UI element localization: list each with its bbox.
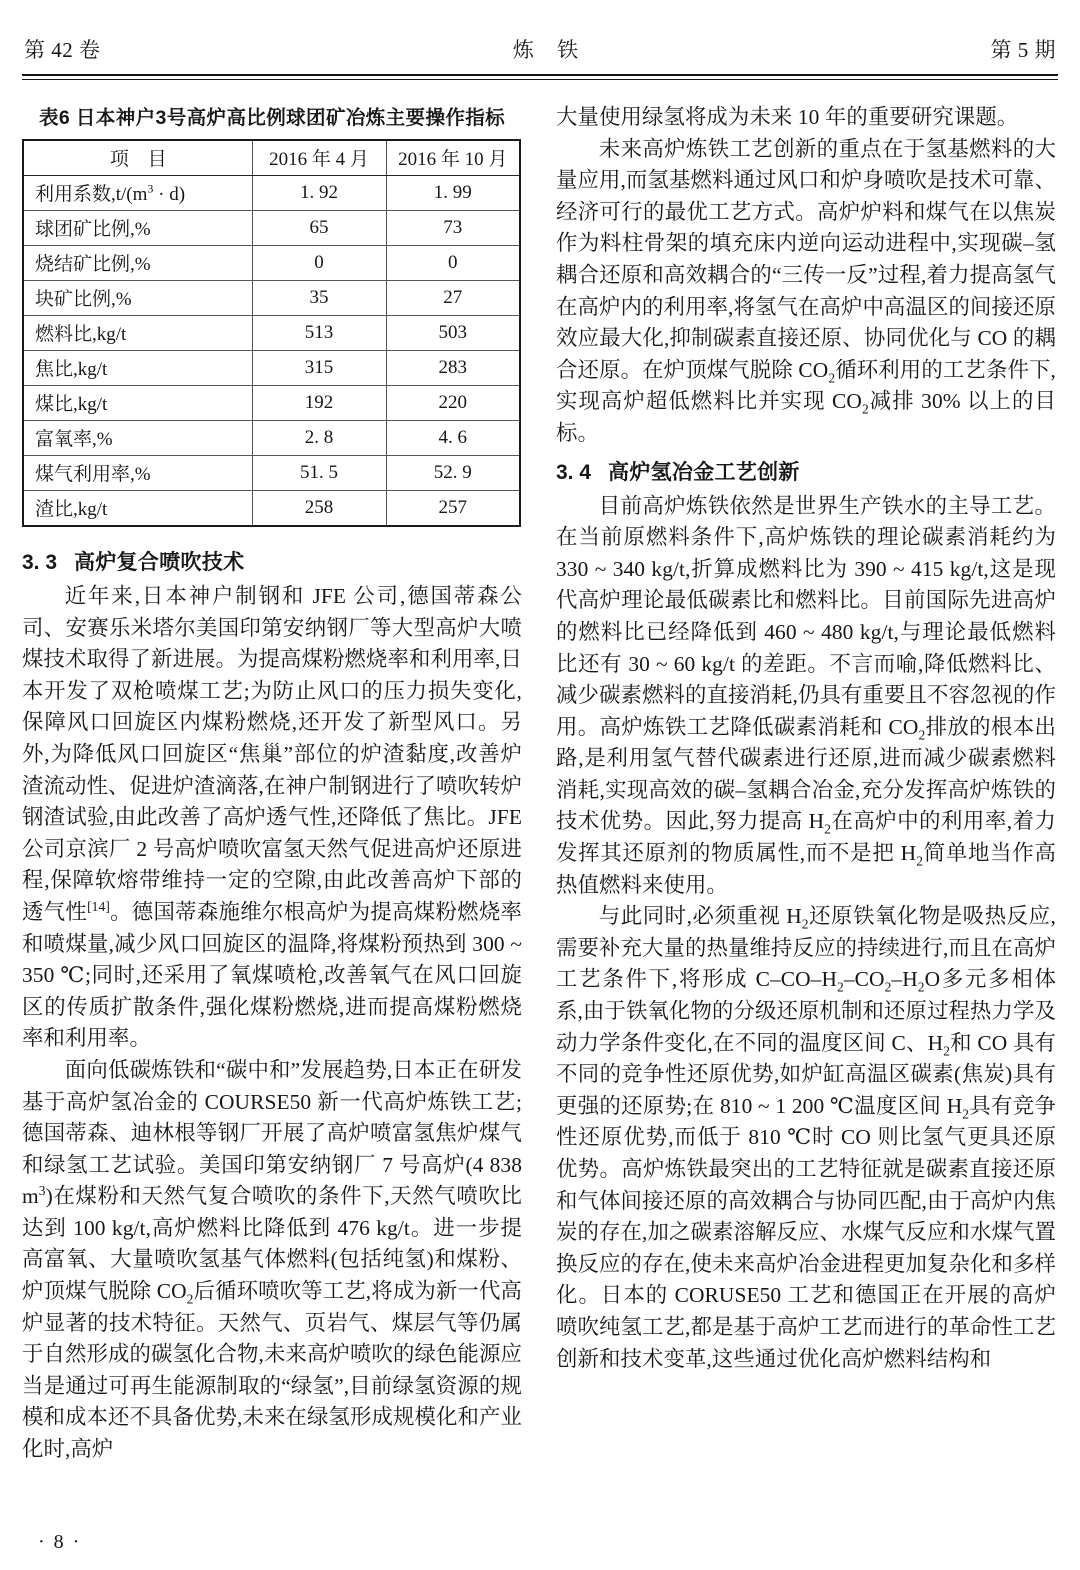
- row-value-oct: 52. 9: [386, 456, 520, 491]
- row-value-oct: 283: [386, 351, 520, 386]
- paragraph-3-4-1: [556, 491, 1056, 902]
- subscript-co2: 2: [828, 370, 836, 386]
- paragraph-text: 后循环喷吹等工艺,将成为新一代高炉显著的技术特征。天然气、页岩气、煤层气等仍属于自然形成的碳氢化合物,未来高炉喷吹的绿色能源应当是通过可再生能源制取的“绿氢”,目前绿氢资源的规模和成本还不具备优势,未来在绿氢形成规模化和产业化时,高炉: [22, 1279, 522, 1462]
- issue-label: 第 5 期: [990, 38, 1056, 62]
- subscript-h2: 2: [916, 853, 924, 869]
- column-header-item: 项 目: [23, 140, 252, 176]
- citation-ref: [14]: [87, 898, 110, 914]
- row-item-label: 煤比,kg/t: [23, 386, 252, 421]
- superscript-cubic: 3: [38, 1183, 46, 1199]
- subscript-co2: 2: [918, 726, 926, 742]
- section-number: 3. 4: [556, 460, 592, 484]
- section-title: 高炉复合喷吹技术: [74, 551, 245, 574]
- table-row: [23, 421, 520, 456]
- row-value-apr: 513: [252, 316, 386, 351]
- journal-title: 炼 铁: [512, 38, 588, 62]
- column-header-apr: 2016 年 4 月: [252, 140, 386, 176]
- table-row: [23, 491, 520, 527]
- table-row: [23, 281, 520, 316]
- table-row: [23, 211, 520, 246]
- table-row: [23, 246, 520, 281]
- paragraph-text: O多元多相体系,由于铁氧化物的分级还原机制和还原过程热力学及动力学条件变化,在不同的温度区间 C、H: [556, 967, 1056, 1055]
- paragraph-text: 与此同时,必须重视 H: [598, 904, 802, 929]
- subscript-h2: 2: [943, 1042, 951, 1058]
- body-columns: [22, 102, 1058, 1466]
- table-caption: 表6 日本神户3号高炉高比例球团矿冶炼主要操作指标: [38, 107, 506, 129]
- row-item-label: 燃料比,kg/t: [23, 316, 252, 351]
- table-header-row: [23, 140, 520, 176]
- row-value-oct: 27: [386, 281, 520, 316]
- paragraph-text: 减排 30% 以上的目标。: [556, 389, 1056, 445]
- paragraph-future-process: [556, 134, 1056, 450]
- table-row: [23, 351, 520, 386]
- row-value-apr: 192: [252, 386, 386, 421]
- row-value-apr: 1. 92: [252, 176, 386, 211]
- paragraph-3-3-2: [22, 1055, 522, 1466]
- paragraph-text: 和 CO 具有不同的竞争性还原优势,如炉缸高温区碳素(焦炭)具有更强的还原势;在 810 ~ 1 200 ℃温度区间 H: [556, 1030, 1056, 1118]
- paragraph-text: 循环利用的工艺条件下,实现高炉超低燃料比并实现 CO: [556, 357, 1057, 414]
- section-title: 高炉氢冶金工艺创新: [608, 460, 800, 484]
- subscript-co2: 2: [186, 1291, 194, 1307]
- row-value-apr: 0: [252, 246, 386, 281]
- left-column: [22, 102, 522, 1466]
- paragraph-text: 未来高炉炼铁工艺创新的重点在于氢基燃料的大量应用,而氢基燃料通过风口和炉身喷吹是技术可靠、经济可行的最优工艺方式。高炉炉料和煤气在以焦炭作为料柱骨架的填充床内逆向运动进程中,实现碳–氢耦合还原和高效耦合的“三传一反”过程,着力提高氢气在高炉内的利用率,将氢气在高炉中高温区的间接还原效应最大化,抑制碳素直接还原、协同优化与 CO 的耦合还原。在炉顶煤气脱除 CO: [556, 136, 1056, 382]
- table-row: [23, 176, 520, 211]
- row-item-label: 利用系数$,t/(m^3 \cdot d)$: [23, 176, 252, 211]
- page-number: · 8 ·: [38, 1531, 82, 1553]
- row-item-label: 块矿比例,%: [23, 281, 252, 316]
- table-row: [23, 316, 520, 351]
- paragraph-3-3-1: [22, 581, 522, 1055]
- row-value-oct: 503: [386, 316, 520, 351]
- row-value-apr: 2. 8: [252, 421, 386, 456]
- row-item-label: 富氧率,%: [23, 421, 252, 456]
- row-value-apr: 65: [252, 211, 386, 246]
- paragraph-text: )在煤粉和天然气复合喷吹的条件下,天然气喷吹比达到 100 kg/t,高炉燃料比降低到 476 kg/t。进一步提高富氧、大量喷吹氢基气体燃料(包括纯氢)和煤粉、炉顶煤气脱除 CO: [22, 1184, 522, 1304]
- subscript-h2: 2: [801, 916, 809, 932]
- right-column: [556, 102, 1056, 1375]
- table-row: [23, 456, 520, 491]
- volume-label: 第 42 卷: [24, 38, 101, 62]
- row-item-label: 焦比,kg/t: [23, 351, 252, 386]
- paragraph-text: –CO: [843, 967, 885, 992]
- subscript-co2: 2: [861, 401, 869, 417]
- subscript-h2: 2: [824, 821, 832, 837]
- paragraph-text: –H: [891, 967, 918, 992]
- paragraph-text: 在高炉中的利用率,着力发挥其还原剂的物质属性,而不是把 H: [556, 809, 1056, 866]
- section-heading-3-3: [22, 546, 522, 576]
- paragraph-text: 具有竞争性还原优势,而低于 810 ℃时 CO 则比氢气更具还原优势。高炉炼铁最突出的工艺特征就是碳素直接还原和气体间接还原的高效耦合与协同匹配,由于高炉内焦炭的存在,加之碳素溶解反应、水煤气反应和水煤气置换反应的存在,使未来高炉冶金进程更加复杂化和多样化。日本的 CORUSE50 工艺和德国正在开展的高炉喷吹纯氢工艺,都是基于高炉工艺而进行的革命性工艺创新和技术变革,这些通过优化高炉燃料结构和: [556, 1093, 1056, 1371]
- header-rule: [22, 74, 1058, 80]
- running-head: [22, 34, 1058, 74]
- row-value-apr: 258: [252, 491, 386, 527]
- paragraph-3-4-2: [556, 901, 1056, 1375]
- row-value-apr: 51. 5: [252, 456, 386, 491]
- subscript-h2: 2: [837, 979, 844, 995]
- row-item-label: 渣比,kg/t: [23, 491, 252, 527]
- row-value-apr: 315: [252, 351, 386, 386]
- row-value-oct: 220: [386, 386, 520, 421]
- subscript-co2: 2: [884, 979, 892, 995]
- row-value-oct: 257: [386, 491, 520, 527]
- subscript-h2: 2: [962, 1106, 970, 1122]
- paragraph-text: 。德国蒂森施维尔根高炉为提高煤粉燃烧率和喷煤量,减少风口回旋区的温降,将煤粉预热到 300 ~ 350 ℃;同时,还采用了氧煤喷枪,改善氧气在风口回旋区的传质扩散条件,强化煤粉燃烧,进而提高煤粉燃烧率和利用率。: [22, 899, 522, 1051]
- row-value-oct: 4. 6: [386, 421, 520, 456]
- row-item-label: 煤气利用率,%: [23, 456, 252, 491]
- paragraph-text: 目前高炉炼铁依然是世界生产铁水的主导工艺。在当前原燃料条件下,高炉炼铁的理论碳素消耗约为 330 ~ 340 kg/t,折算成燃料比为 390 ~ 415 kg/t,这是现代高炉理论最低碳素比和燃料比。目前国际先进高炉的燃料比已经降低到 460 ~ 480 kg/t,与理论最低燃料比还有 30 ~ 60 kg/t 的差距。不言而喻,降低燃料比、减少碳素燃料的直接消耗,仍具有重要且不容忽视的作用。高炉炼铁工艺降低碳素消耗和 CO: [556, 493, 1056, 739]
- row-value-oct: 73: [386, 211, 520, 246]
- subscript-h2o: 2: [917, 979, 925, 995]
- row-value-oct: 1. 99: [386, 176, 520, 211]
- section-heading-3-4: [556, 456, 1056, 486]
- row-item-label: 球团矿比例,%: [23, 211, 252, 246]
- operation-indicators-table: [22, 139, 521, 527]
- row-item-label: 烧结矿比例,%: [23, 246, 252, 281]
- paragraph-text: 简单地当作高热值燃料来使用。: [556, 841, 1056, 897]
- paragraph-text: 近年来,日本神户制钢和 JFE 公司,德国蒂森公司、安赛乐米塔尔美国印第安纳钢厂等大型高炉大喷煤技术取得了新进展。为提高煤粉燃烧率和利用率,日本开发了双枪喷煤工艺;为防止风口的压力损失变化,保障风口回旋区内煤粉燃烧,还开发了新型风口。另外,为降低风口回旋区“焦巢”部位的炉渣黏度,改善炉渣流动性、促进炉渣滴落,在神户制钢进行了喷吹转炉钢渣试验,由此改善了高炉透气性,还降低了焦比。JFE 公司京滨厂 2 号高炉喷吹富氢天然气促进高炉还原进程,保障软熔带维持一定的空隙,由此改善高炉下部的透气性: [22, 584, 522, 924]
- section-number: 3. 3: [22, 551, 58, 574]
- table-row: [23, 386, 520, 421]
- paragraph-text: 面向低碳炼铁和“碳中和”发展趋势,日本正在研发基于高炉氢冶金的 COURSE50 新一代高炉炼铁工艺;德国蒂森、迪林根等钢厂开展了高炉喷富氢焦炉煤气和绿氢工艺试验。美国印第安纳钢厂 7 号高炉(4 838 m: [22, 1057, 522, 1209]
- row-value-oct: 0: [386, 246, 520, 281]
- paragraph-text: 还原铁氧化物是吸热反应,需要补充大量的热量维持反应的持续进行,而且在高炉工艺条件下,将形成 C–CO–H: [556, 904, 1056, 992]
- paragraph-text: 排放的根本出路,是利用氢气替代碳素进行还原,进而减少碳素燃料消耗,实现高效的碳–氢耦合冶金,充分发挥高炉炼铁的技术优势。因此,努力提高 H: [556, 714, 1056, 834]
- paragraph-carryover: 大量使用绿氢将成为未来 10 年的重要研究课题。: [556, 105, 1019, 129]
- row-value-apr: 35: [252, 281, 386, 316]
- column-header-oct: 2016 年 10 月: [386, 140, 520, 176]
